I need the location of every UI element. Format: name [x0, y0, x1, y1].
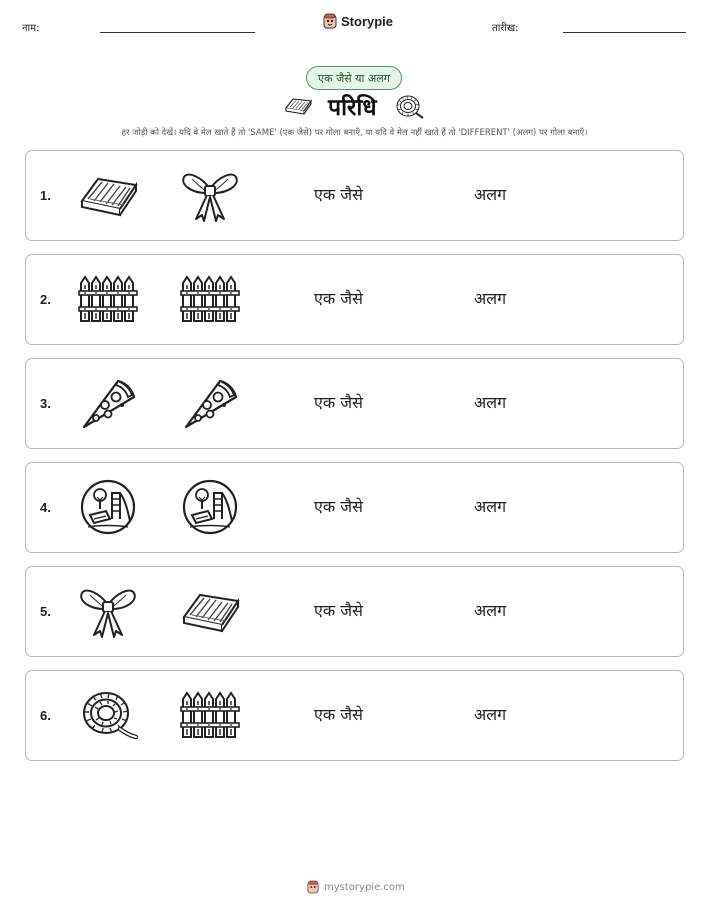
mattress-icon	[282, 96, 314, 116]
mascot-icon	[307, 880, 319, 894]
question-number: 2.	[40, 292, 51, 307]
question-number: 4.	[40, 500, 51, 515]
question-number: 3.	[40, 396, 51, 411]
question-number: 5.	[40, 604, 51, 619]
bow-icon	[180, 167, 240, 223]
brand-logo	[323, 13, 393, 29]
date-field[interactable]	[563, 32, 686, 33]
bow-icon	[78, 583, 138, 639]
name-label: नाम:	[22, 23, 40, 34]
footer	[307, 880, 405, 894]
mattress-icon	[180, 583, 240, 639]
option-same[interactable]: एक जैसे	[314, 185, 363, 204]
question-row	[25, 670, 684, 761]
question-row	[25, 566, 684, 657]
fence-icon	[180, 271, 240, 327]
option-same[interactable]: एक जैसे	[314, 289, 363, 308]
title-block	[280, 90, 430, 122]
playground-icon	[78, 479, 138, 535]
fence-icon	[78, 271, 138, 327]
pizza-slice-icon	[180, 375, 240, 431]
pizza-slice-icon	[78, 375, 138, 431]
question-number: 1.	[40, 188, 51, 203]
option-different[interactable]: अलग	[474, 601, 507, 620]
option-different[interactable]: अलग	[474, 705, 507, 724]
question-row	[25, 150, 684, 241]
name-field[interactable]	[100, 32, 255, 33]
option-different[interactable]: अलग	[474, 497, 507, 516]
rope-icon	[78, 687, 138, 743]
worksheet-type-badge: एक जैसे या अलग	[306, 66, 402, 90]
option-same[interactable]: एक जैसे	[314, 393, 363, 412]
mascot-icon	[323, 13, 337, 29]
fence-icon	[180, 687, 240, 743]
option-same[interactable]: एक जैसे	[314, 497, 363, 516]
option-different[interactable]: अलग	[474, 185, 507, 204]
date-label: तारीख:	[492, 23, 519, 34]
footer-url[interactable]: mystorypie.com	[324, 881, 405, 893]
option-different[interactable]: अलग	[474, 393, 507, 412]
question-row	[25, 254, 684, 345]
option-same[interactable]: एक जैसे	[314, 705, 363, 724]
option-different[interactable]: अलग	[474, 289, 507, 308]
mattress-icon	[78, 167, 138, 223]
question-row	[25, 462, 684, 553]
playground-icon	[180, 479, 240, 535]
question-row	[25, 358, 684, 449]
brand-name: Storypie	[341, 13, 394, 29]
question-number: 6.	[40, 708, 51, 723]
page-title: परिधि	[328, 95, 377, 121]
rope-icon	[394, 94, 424, 120]
instructions: हर जोड़ी को देखें। यदि वे मेल खाते हैं तो 'SAME' (एक जैसे) पर गोला बनाएँ, या यदि वे मेल नहीं खाते हैं तो 'DIFFERENT' (अलग) पर गोला बनाएँ।	[121, 128, 588, 138]
option-same[interactable]: एक जैसे	[314, 601, 363, 620]
